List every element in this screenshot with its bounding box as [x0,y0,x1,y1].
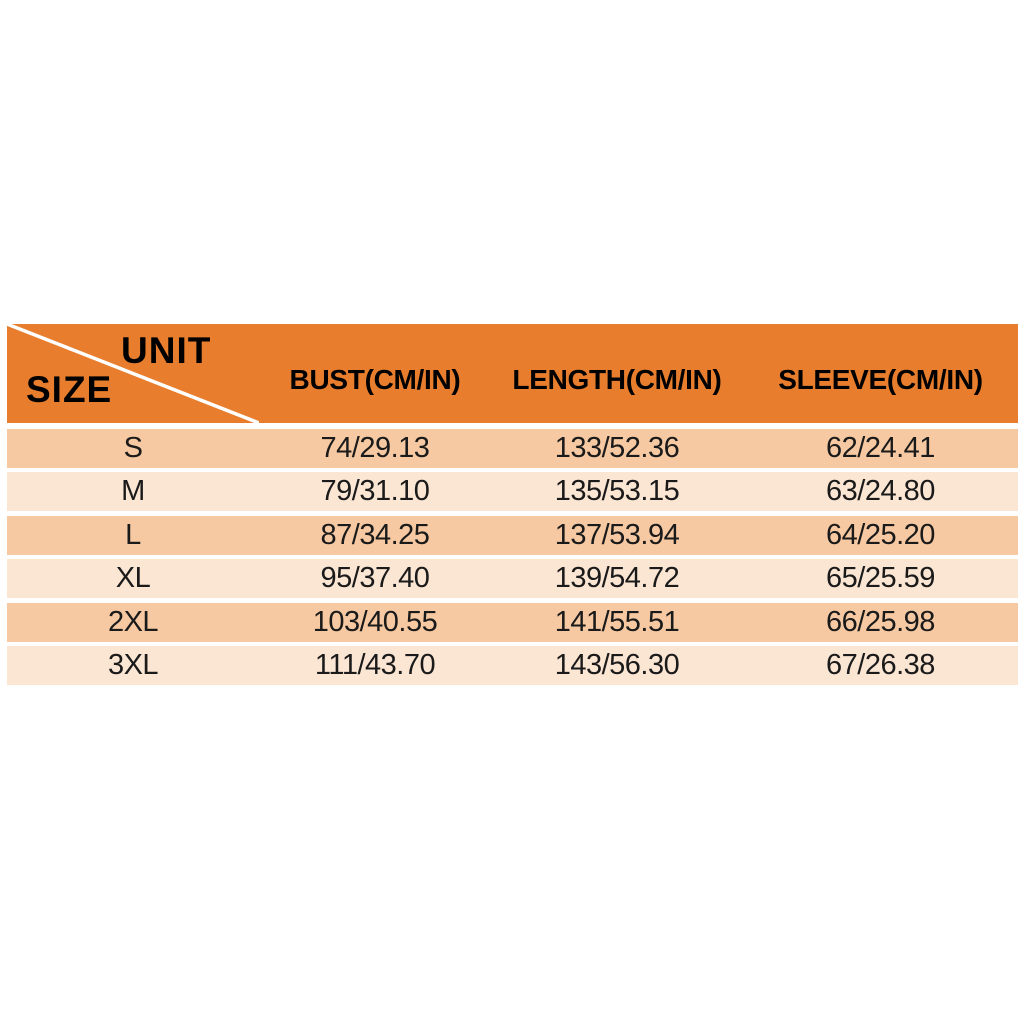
cell-bust: 111/43.70 [314,649,436,681]
cell-sleeve: 64/25.20 [826,518,935,551]
corner-cell-unit-size [7,324,259,423]
cell-bust: 103/40.55 [312,605,438,638]
column-header-length: LENGTH(CM/IN) [512,363,722,395]
cell-size: L [125,518,141,551]
cell-length: 143/56.30 [554,649,680,681]
size-label: SIZE [26,369,113,410]
table-body [7,429,1018,686]
size-chart-table [7,324,1018,685]
cell-bust: 87/34.25 [320,518,430,551]
cell-length: 135/53.15 [554,475,680,507]
table-row [7,646,1018,685]
table-row [7,603,1018,642]
table-row [7,516,1018,555]
cell-sleeve: 67/26.38 [826,649,935,681]
cell-sleeve: 63/24.80 [826,475,935,507]
unit-label: UNIT [121,330,212,371]
cell-sleeve: 65/25.59 [826,562,935,594]
cell-length: 133/52.36 [554,431,680,464]
column-header-bust: BUST(CM/IN) [289,363,461,395]
cell-bust: 74/29.13 [320,431,430,464]
table-row [7,429,1018,468]
cell-sleeve: 62/24.41 [826,431,935,464]
cell-size: 2XL [107,605,159,638]
cell-length: 139/54.72 [554,562,680,594]
column-header-sleeve: SLEEVE(CM/IN) [778,363,983,395]
cell-length: 141/55.51 [554,605,680,638]
table-header-row [7,324,1018,423]
cell-size: S [123,431,143,464]
cell-size: M [121,475,145,507]
cell-sleeve: 66/25.98 [826,605,935,638]
cell-size: XL [115,562,151,594]
table-row [7,559,1018,598]
cell-bust: 95/37.40 [320,562,430,594]
cell-size: 3XL [107,649,159,681]
cell-bust: 79/31.10 [320,475,430,507]
table-row [7,472,1018,511]
cell-length: 137/53.94 [554,518,680,551]
